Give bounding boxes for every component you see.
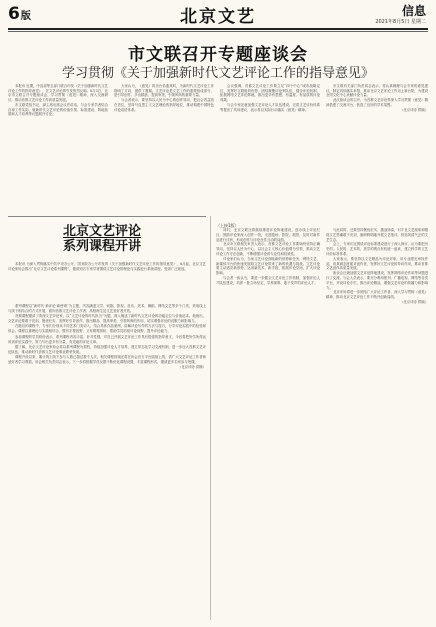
- top-article-column-3: [220, 84, 320, 210]
- paragraph: 大家认为，《意见》的出台恰逢其时，为新时代文艺评论工作指明了方向、提供了遵循。文艺评论是文艺工作的重要组成部分，是引导创作、多出精品、提高审美、引领风尚的重要力量。: [114, 84, 214, 98]
- header-rule-thick: [8, 28, 428, 30]
- feature-divider: [8, 216, 206, 217]
- page-header: [0, 0, 436, 32]
- top-article-column-1: [8, 84, 108, 210]
- paragraph: 评论家们认为，当前文艺评论面临新的形势和任务，网络文艺、新媒体平台的快速发展给文艺评论带来了新的机遇与挑战。文艺评论要主动适应新形势，运用新技术、新手段，拓展评论空间，扩大评论影响。: [216, 256, 320, 276]
- top-article-column-2: [114, 84, 214, 210]
- paragraph: 与会者一致认为，要进一步健全文艺评论工作机制，加强评论人才队伍建设，培养一批立场坚定、学养深厚、敢于发声的评论人才。: [216, 275, 320, 285]
- masthead: 北京文艺: [180, 7, 256, 27]
- column-divider: [210, 216, 211, 620]
- paragraph: 与此同时，还要坚持褒优贬劣、激浊扬清，对不良文艺现象和错误文艺思潮敢于亮剑，旗帜鲜明地开展文艺批评，营造风清气正的文艺生态。: [326, 228, 428, 242]
- paragraph: 在随后的课程中，专家们分别从不同艺术门类切入，结合具体作品案例，讲解评论写作的方法与技巧，分享评论实践中的经验和体会。课程注重理论与实践相结合，既有宏观视野，又有微观剖析，帮助学员拓宽评论视野、提升评论能力。: [8, 324, 206, 334]
- byline: （北京评协 供稿）: [399, 299, 428, 304]
- feature-title-line-2: 系列课程开讲: [62, 239, 141, 254]
- paragraph: 北京市文联相关负责人表示，首都文艺评论工作要始终坚持正确导向，坚持以人民为中心，以社会主义核心价值观为引领，推动文艺评论工作守正创新，不断增强评论的专业性和权威性。: [216, 242, 320, 256]
- paragraph: 此次座谈会的召开，为首都文艺评论界深入学习贯彻《意见》精神搭建了交流平台，营造了良好的学术氛围。: [326, 98, 428, 107]
- headline: 市文联召开专题座谈会: [128, 45, 308, 65]
- page-number: [8, 4, 31, 24]
- page-suffix: 版: [20, 11, 31, 22]
- paragraph: 座谈会还就加强文艺评论阵地建设、发挥网络评论作用等问题进行了交流。与会人员表示，要充分利用报刊、广播电视、网络等各类平台，开设评论专栏，推出评论精品，增强文艺评论的传播力和影响力。: [326, 271, 428, 290]
- right-article-column-1: [216, 228, 320, 618]
- top-article-column-4: [326, 84, 428, 210]
- byline: （北京评协 供稿）: [177, 365, 206, 370]
- paragraph: 系列课程以“新时代·新评论·新使命”为主题，内容涵盖文学、戏剧、影视、音乐、美术、舞蹈、网络文艺等多个门类，采取线上与线下相结合的方式开展，面向首都文艺评论工作者、高校师生及文艺爱好者开放。: [8, 304, 206, 313]
- issue-date: 2021年8月5日 星期二: [375, 19, 426, 25]
- paragraph: 同时，北京文联还将继续推进评论阵地建设，创办线上评论栏目，鼓励评论家深入创作一线，走进剧场、影院、展馆，及时对新作品进行评析，形成创作与评论良性互动的局面。: [216, 228, 320, 242]
- paragraph: 北京评协将进一步团结广大评论工作者，深入学习贯彻《意见》精神，推动北京文艺评论工作不断开创新局面。: [326, 290, 428, 300]
- paragraph: 与会专家还就加强文艺评论人才队伍建设、完善文艺评价体系等提出了具体建议，表示将以实际行动落实《意见》精神。: [220, 102, 320, 112]
- paragraph: 会上，专家们还围绕评论标准建设进行了深入探讨，认为要把历史的、人民的、艺术的、美学的观点有机统一起来，建立科学的文艺评价标准体系。: [326, 242, 428, 256]
- feature-title: [54, 224, 150, 254]
- paragraph: 会议强调，首都文艺评论工作要立足“四个中心”城市战略定位，发挥好文联组织优势，团结凝聚评论家队伍，健全评论机制，拓展网络文艺评论阵地，推出更多有思想、有温度、有品质的评论成果。: [220, 84, 320, 103]
- feature-body: [8, 304, 206, 620]
- paragraph: 课程开设以来，累计线上线下参与人数已超过数千人次，相关课程视频还将在协会官方平台陆续上线，供广大文艺评论工作者和爱好者学习观看。协会相关负责同志表示，下一步将根据学员反馈不断优化课程设置，丰富课程形式，邀请更多名家参与授课。: [8, 355, 206, 364]
- paragraph: 市文联党组书记、副主席出席会议并讲话。与会专家学者结合自身工作实际，就新时代文艺评论的价值引领、标准建设、阵地拓展和人才培养等议题展开讨论。: [8, 102, 108, 117]
- page-number-value: 6: [8, 4, 20, 24]
- paragraph: 与会者表示，要坚持以人民为中心的创作导向，把社会效益放在首位，坚持马克思主义文艺理论的指导地位，推动构建中国特色评论话语体系。: [114, 98, 214, 112]
- header-rule-thin: [8, 31, 428, 32]
- continuation-label: （上接1版）: [216, 223, 239, 228]
- paragraph: 本报讯 为深入贯彻落实中共中央办公厅、国务院办公厅印发的《关于加强新时代文艺评论工作的指导意见》，8月起，北京文艺评论家协会推出“北京文艺评论系列课程”，邀请知名专家学者围绕文艺评论的理论与实践进行系统讲授，受到广泛欢迎。: [8, 262, 206, 271]
- section-name: 信息: [401, 4, 426, 18]
- feature-title-line-1: 北京文艺评论: [62, 224, 141, 239]
- feature-intro: [8, 262, 206, 300]
- right-article-column-2: [326, 228, 428, 618]
- paragraph: 据了解，北京文艺评论家协会将以系列课程为契机，持续加强评论人才培养，建立常态化学习交流机制，进一步壮大首都文艺评论队伍，推动新时代首都文艺评论事业繁荣发展。: [8, 344, 206, 354]
- paragraph: 本报讯 近期，中宣部等五部门联合印发《关于加强新时代文艺评论工作的指导意见》，在文艺评论界引发热烈反响。8月3日，北京市文联召开专题座谈会，学习贯彻《意见》精神，深入交流研讨，推动首都文艺评论工作高质量发展。: [8, 84, 108, 103]
- byline: （北京评协 供稿）: [399, 107, 428, 112]
- paragraph: 参加课程的学员纷纷表示，系列课程内容丰富、针对性强，对自己开展文艺评论工作具有很强的指导意义，今后将把所学所得运用到评论实践中，努力写出更多有分量、有见地的评论文章。: [8, 334, 206, 344]
- paragraph: 市文联有关部门负责同志表示，将认真梳理与会专家的意见建议，制定具体落实举措，推动北京文艺评论工作迈上新台阶，为建设全国文化中心贡献评论力量。: [326, 84, 428, 98]
- subheadline: 学习贯彻《关于加强新时代文艺评论工作的指导意见》: [61, 66, 374, 81]
- paragraph: 首期课程邀请了资深文艺评论家，以“文艺评论的时代担当”为题，深入阐述了新时代文艺评论的功能定位与价值追求。他指出，文艺评论要敢于亮剑、褒优贬劣，发挥好引导创作、推出精品、提高审美、引领风尚的作用，切实增强评论的说服力和影响力。: [8, 314, 206, 324]
- paragraph: 大家表示，要坚持以文艺精品为评论对象，用专业眼光审视作品，用真诚态度面对创作者，发挥好文艺评论的导向作用，推动首都文艺创作高质量发展。: [326, 256, 428, 271]
